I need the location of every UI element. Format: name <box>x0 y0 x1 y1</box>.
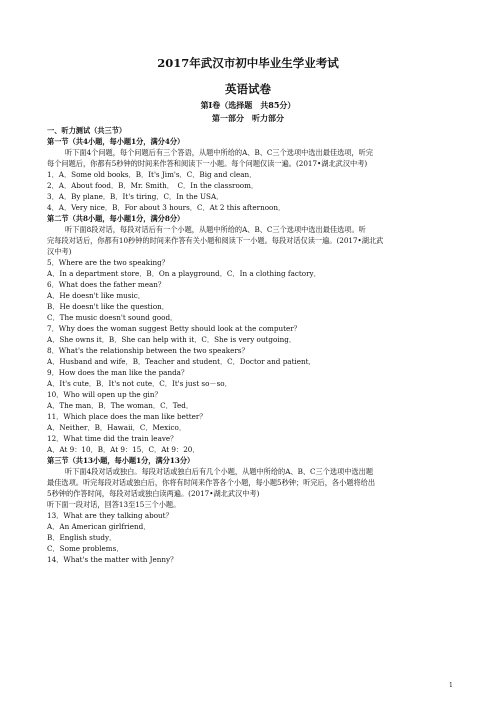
instruction-text: 最佳选项。听完每段对话或独白后，你将有时间来作答各个小题，每小题5秒钟；听完后，各小题将给出 <box>47 478 376 487</box>
question-line: 14．What's the matter with Jenny？ <box>47 555 178 564</box>
question-line: 11．Which place does the man like better？ <box>47 412 207 421</box>
answer-options: A．The man．B．The woman．C．Ted． <box>47 401 194 410</box>
instruction-text: 听下面一段对话，回答13至15三个小题。 <box>47 500 181 509</box>
subsection-heading: 第一节（共4小题，每小题1分，满分4分） <box>47 137 185 146</box>
part-heading: 第一部分 听力部分 <box>212 113 284 123</box>
instruction-text: 听下面4段对话或独白。每段对话或独白后有几个小题，从题中所给的A、B、C三个选项中选出题 <box>65 467 374 476</box>
instruction-text: 完每段对话后，你都有10秒钟的时间来作答有关小题和阅读下一小题。每段对话仅读一遍。(2017•湖北武 <box>47 236 384 245</box>
answer-option: C．The music doesn't sound good． <box>47 313 178 322</box>
question-line: 4．A．Very nice．B．For about 3 hours．C．At 2 this afternoon． <box>47 203 286 212</box>
answer-option: C．Some problems． <box>47 544 124 553</box>
question-line: 8．What's the relationship between the two speakers？ <box>47 346 249 355</box>
question-line: 9．How does the man like the panda？ <box>47 368 189 377</box>
question-line: 5．Where are the two speaking？ <box>47 258 169 267</box>
answer-option: B．English study． <box>47 533 117 542</box>
subsection-heading: 第三节（共13小题，每小题1分，满分13分） <box>47 456 195 465</box>
answer-options: A．In a department store．B．On a playground．C．In a clothing factory． <box>47 269 321 278</box>
answer-options: A．At 9：10．B．At 9：15．C．At 9：20． <box>47 445 200 454</box>
answer-options: A．It's cute．B．It's not cute．C．It's just so－so． <box>47 379 232 388</box>
subsection-heading: 第二节（共8小题，每小题1分，满分8分） <box>47 214 185 223</box>
question-line: 1．A．Some old books．B．It's Jim's．C．Big and clean． <box>47 170 257 179</box>
instruction-text: 每个问题后，你都有5秒钟的时间来作答和阅读下一小题。每个问题仅读一遍。(2017•湖北武汉中考) <box>47 159 368 168</box>
exam-subtitle: 英语试卷 <box>225 82 271 96</box>
question-line: 13．What are they talking about？ <box>47 511 173 520</box>
answer-option: B．He doesn't like the question． <box>47 302 169 311</box>
question-line: 3．A．By plane．B．It's tiring．C．In the USA． <box>47 192 224 201</box>
instruction-text: 听下面8段对话，每段对话后有一个小题，从题中所给的A、B、C三个选项中选出最佳选项。听 <box>65 225 366 234</box>
volume-heading: 第Ⅰ卷（选择题 共85分） <box>200 100 296 110</box>
question-line: 6．What does the father mean？ <box>47 280 166 289</box>
question-line: 12．What time did the train leave？ <box>47 434 178 443</box>
instruction-text: 5秒钟的作答时间，每段对话或独白读两遍。(2017•湖北武汉中考) <box>47 489 260 498</box>
answer-options: A．Neither．B．Hawaii．C．Mexico． <box>47 423 187 432</box>
answer-options: A．Husband and wife．B．Teacher and student．C．Doctor and patient． <box>47 357 316 366</box>
instruction-text: 听下面4个问题，每个问题后有三个答语，从题中所给的A、B、C三个选项中选出最佳选项，听完 <box>65 148 374 157</box>
question-line: 7．Why does the woman suggest Betty should look at the computer？ <box>47 324 301 333</box>
question-line: 10．Who will open up the gin？ <box>47 390 162 399</box>
answer-options: A．She owns it．B．She can help with it．C．She is very outgoing． <box>47 335 297 344</box>
page-number: 1 <box>449 682 453 689</box>
instruction-text: 汉中考) <box>47 247 72 256</box>
section-heading: 一、听力测试（共三节） <box>47 126 127 135</box>
question-line: 2．A．About food．B．Mr. Smith． C．In the classroom． <box>47 181 259 190</box>
answer-option: A．An American girlfriend． <box>47 522 151 531</box>
exam-title: 2017年武汉市初中毕业生学业考试 <box>157 56 339 70</box>
answer-option: A．He doesn't like music． <box>47 291 145 300</box>
